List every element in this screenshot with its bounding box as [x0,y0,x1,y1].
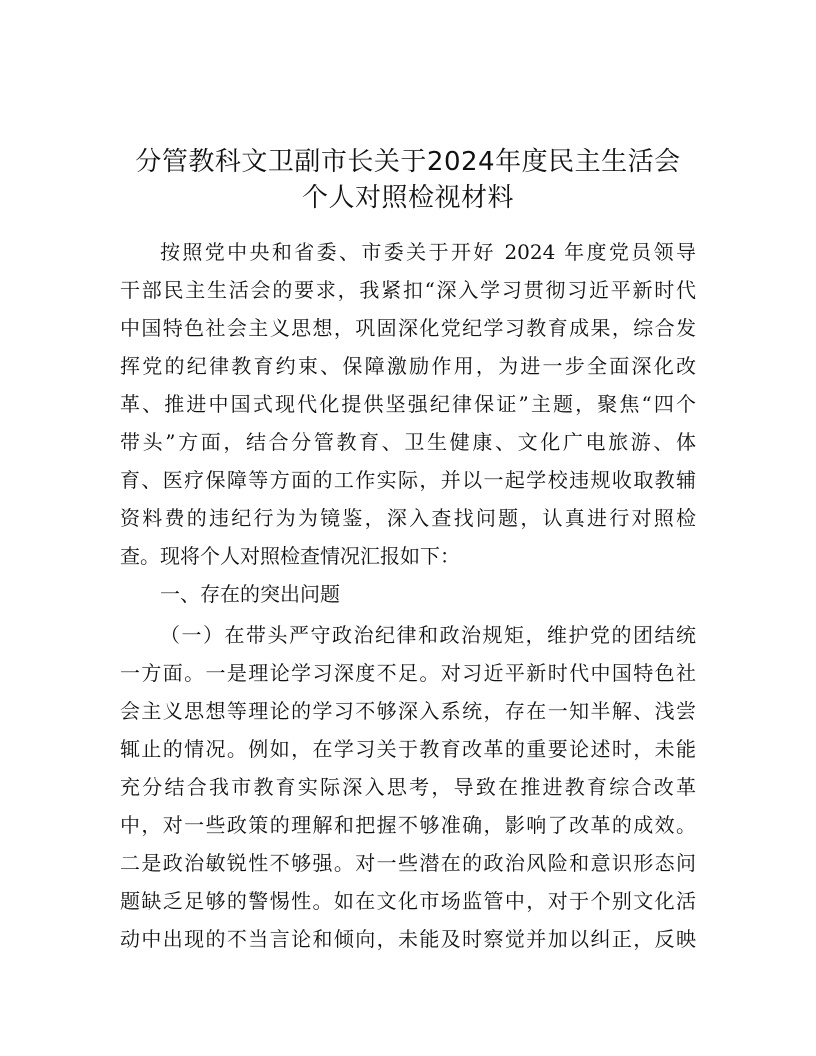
paragraph-line: 题缺乏足够的警惕性。如在文化市场监管中，对于个别文化活 [120,889,696,913]
paragraph-line: 查。现将个人对照检查情况汇报如下： [120,544,460,568]
paragraph-line: 带头”方面，结合分管教育、卫生健康、文化广电旅游、体 [120,430,696,454]
paragraph-line: 挥党的纪律教育约束、保障激励作用，为进一步全面深化改 [120,354,696,378]
document-title-line-1: 分管教科文卫副市长关于2024年度民主生活会 [135,147,681,177]
paragraph-line: 充分结合我市教育实际深入思考，导致在推进教育综合改革 [120,775,696,799]
paragraph-line: 按照党中央和省委、市委关于开好 2024 年度党员领导 [160,240,696,264]
paragraph-line: 资料费的违纪行为为镜鉴，深入查找问题，认真进行对照检 [120,506,696,530]
paragraph-line: 育、医疗保障等方面的工作实际，并以一起学校违规收取教辅 [120,468,696,492]
paragraph-line: （一）在带头严守政治纪律和政治规矩，维护党的团结统 [160,623,696,647]
section-heading: 一、存在的突出问题 [160,582,340,606]
paragraph-line: 动中出现的不当言论和倾向，未能及时察觉并加以纠正，反映 [120,927,696,951]
paragraph-line: 中国特色社会主义思想，巩固深化党纪学习教育成果，综合发 [120,316,696,340]
paragraph-line: 会主义思想等理论的学习不够深入系统，存在一知半解、浅尝 [120,699,696,723]
paragraph-line: 一方面。一是理论学习深度不足。对习近平新时代中国特色社 [120,661,696,685]
paragraph-line: 辄止的情况。例如，在学习关于教育改革的重要论述时，未能 [120,737,696,761]
paragraph-line: 二是政治敏锐性不够强。对一些潜在的政治风险和意识形态问 [120,851,696,875]
paragraph-line: 革、推进中国式现代化提供坚强纪律保证”主题，聚焦“四个 [120,392,696,416]
document-title-line-2: 个人对照检视材料 [301,183,514,213]
paragraph-line: 干部民主生活会的要求，我紧扣“深入学习贯彻习近平新时代 [120,278,696,302]
paragraph-line: 中，对一些政策的理解和把握不够准确，影响了改革的成效。 [120,813,696,837]
